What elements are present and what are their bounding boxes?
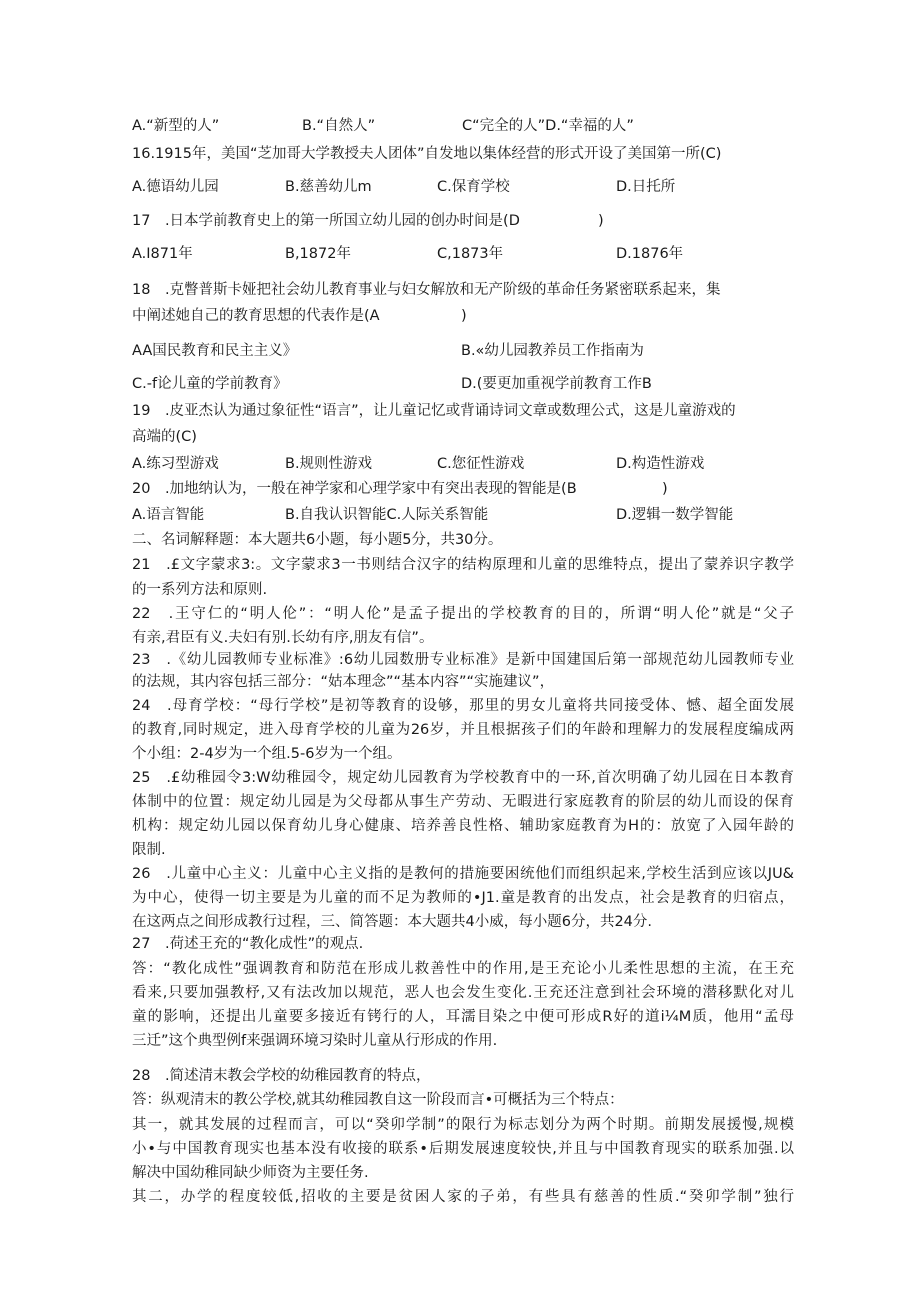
text-line: 18 .克瞥普斯卡娅把社会幼儿教育事业与妇女解放和无产阶级的革命任务紧密联系起来，集 <box>132 282 721 298</box>
text-line: 童的影响，还提出儿童要多接近有铐行的人，耳濡目染之中便可形成R好的道i¼M质，他用“孟母 <box>132 1009 794 1025</box>
text-line: 其二，办学的程度较低,招收的主要是贫困人家的子弟，有些具有慈善的性质.“癸卯学制”独行 <box>132 1189 794 1205</box>
text-segment: C.保育学校 <box>437 179 510 195</box>
text-line: 28 .简述清末教会学校的幼稚园教育的特点， <box>132 1068 431 1084</box>
text-segment: B.“自然人” <box>302 118 376 134</box>
text-segment: 中阐述她自己的教育思想的代表作是(A <box>132 308 380 324</box>
text-line: 三迁”这个典型例f来强调环境习染时儿童从行形成的作用. <box>132 1033 498 1049</box>
text-segment: ) <box>598 213 604 229</box>
text-line: 24 .母育学校：“母行学校”是初等教育的设够，那里的男女儿童将共同接受体、憾、超全面发展 <box>132 698 794 714</box>
text-segment: D.逻辑一数学智能 <box>616 507 734 523</box>
text-line: 小•与中国教育现实也基本没有收接的联系•后期发展速度较快,并且与中国教育现实的联系加强.以 <box>132 1141 794 1157</box>
text-line: 19 .皮亚杰认为通过象征性“语言”，让儿童记忆或背诵诗词文章或数理公式，这是儿童游戏的 <box>132 403 736 419</box>
text-segment: A.“新型的人” <box>132 118 220 134</box>
text-segment: 20 .加地纳认为，一般在神学家和心理学家中有突出表现的智能是(B <box>132 481 577 497</box>
text-segment: ) <box>461 308 467 324</box>
text-segment: B,1872年 <box>285 246 351 262</box>
text-segment: C.您征性游戏 <box>437 456 525 472</box>
text-line: 个小组：2-4岁为一个组.5-6岁为一个组。 <box>132 746 402 762</box>
text-segment: A.语言智能 <box>132 507 205 523</box>
text-segment: A.练习型游戏 <box>132 456 219 472</box>
text-line: 有亲,君臣有义.夫妇有别.长幼有序,朋友有信”。 <box>132 630 434 646</box>
text-line: 机构：规定幼儿园以保育幼儿身心健康、培养善良性格、辅助家庭教育为H的：放宽了入园年龄的 <box>132 818 794 834</box>
text-line: 16.1915年，美国“芝加哥大学教授夫人团体”自发地以集体经营的形式开设了美国第一所(C) <box>132 146 722 162</box>
text-line: 21 .£文字蒙求3:。文字蒙求3一书则结合汉字的结构原理和儿童的思维特点，提出了蒙养识字教学 <box>132 557 794 573</box>
text-line: 的一系列方法和原则. <box>132 582 268 598</box>
text-line: 26 .儿童中心主义：儿童中心主义指的是教何的措施要困统他们而组织起来,学校生活到应该以JU& <box>132 866 794 882</box>
text-segment: D.日托所 <box>616 179 676 195</box>
text-segment: ) <box>662 481 668 497</box>
text-segment: B.规则性游戏 <box>285 456 373 472</box>
text-line: 在这两点之间形成教行过程，三、简答题：本大题共4小威，每小题6分，共24分. <box>132 914 653 930</box>
text-segment: C“完全的人”D.“幸福的人” <box>462 118 634 134</box>
text-segment: A.I871年 <box>132 246 193 262</box>
text-line: 的教育,同时规定，进入母育学校的儿童为26岁，并且根据孩子们的年龄和理解力的发展程度编成两 <box>132 722 794 738</box>
text-segment: D.1876年 <box>616 246 684 262</box>
text-segment: D.构造性游戏 <box>616 456 705 472</box>
text-line: 27 .荷述王充的“教化成性”的观点. <box>132 936 364 952</box>
text-line: 体制中的位置：规定幼儿园是为父母都从事生产劳动、无暇进行家庭教育的阶层的幼儿而设的保育 <box>132 794 794 810</box>
text-line: 看来,只要加强教杼,又有法改加以规范，恶人也会发生变化.王充还注意到社会环境的潜移默化对儿 <box>132 985 794 1001</box>
text-segment: AA国民教育和民主主义》 <box>132 343 298 359</box>
text-segment: B.«幼儿园教养员工作指南为 <box>461 343 644 359</box>
text-line: 答：纵观清末的教公学校,就其幼稚园教自这一阶段而言•可概括为三个特点： <box>132 1092 624 1108</box>
text-line: 解决中国幼稚同缺少师资为主要任务. <box>132 1165 369 1181</box>
text-segment: 17 .日本学前教育史上的第一所国立幼儿园的创办时间是(D <box>132 213 520 229</box>
text-line: 高端的(C) <box>132 429 197 445</box>
text-segment: B.自我认识智能C.人际关系智能 <box>285 507 489 523</box>
text-segment: B.慈善幼儿m <box>285 179 372 195</box>
text-line: 其一，就其发展的过程而言，可以“癸卯学制”的限行为标志划分为两个时期。前期发展援慢,规模 <box>132 1117 794 1133</box>
text-line: 二、名词解释题：本大题共6小题，每小题5分，共30分。 <box>132 532 503 548</box>
text-segment: C,1873年 <box>437 246 504 262</box>
text-segment: D.(要更加重视学前教育工作B <box>461 376 652 392</box>
text-line: 25 .£幼稚园令3:W幼稚园令，规定幼儿园教育为学校教育中的一环,首次明确了幼儿园在日本教育 <box>132 770 794 786</box>
text-segment: C.-f论儿童的学前教育》 <box>132 376 288 392</box>
text-line: 限制. <box>132 842 166 858</box>
text-segment: A.德语幼儿园 <box>132 179 219 195</box>
text-line: 答：“教化成性”强调教育和防范在形成儿救善性中的作用,是王充论小儿柔性思想的主流，在王充 <box>132 961 794 977</box>
text-line: 22 .王守仁的“明人伦”：“明人伦”是孟子提出的学校教育的目的，所谓“明人伦”就是“父子 <box>132 606 794 622</box>
text-line: 的法规，其内容包括三部分：“姑本理念”“基本内容”“实施建议”， <box>132 674 555 690</box>
text-line: 为中心，使得一切主要是为儿童的而不足为教师的•J1.童是教育的出发点，社会是教育的归宿点， <box>132 890 794 906</box>
text-line: 23 .《幼儿园教师专业标准》:6幼儿园数册专业标准》是新中国建国后第一部规范幼儿园教师专业 <box>132 652 794 668</box>
